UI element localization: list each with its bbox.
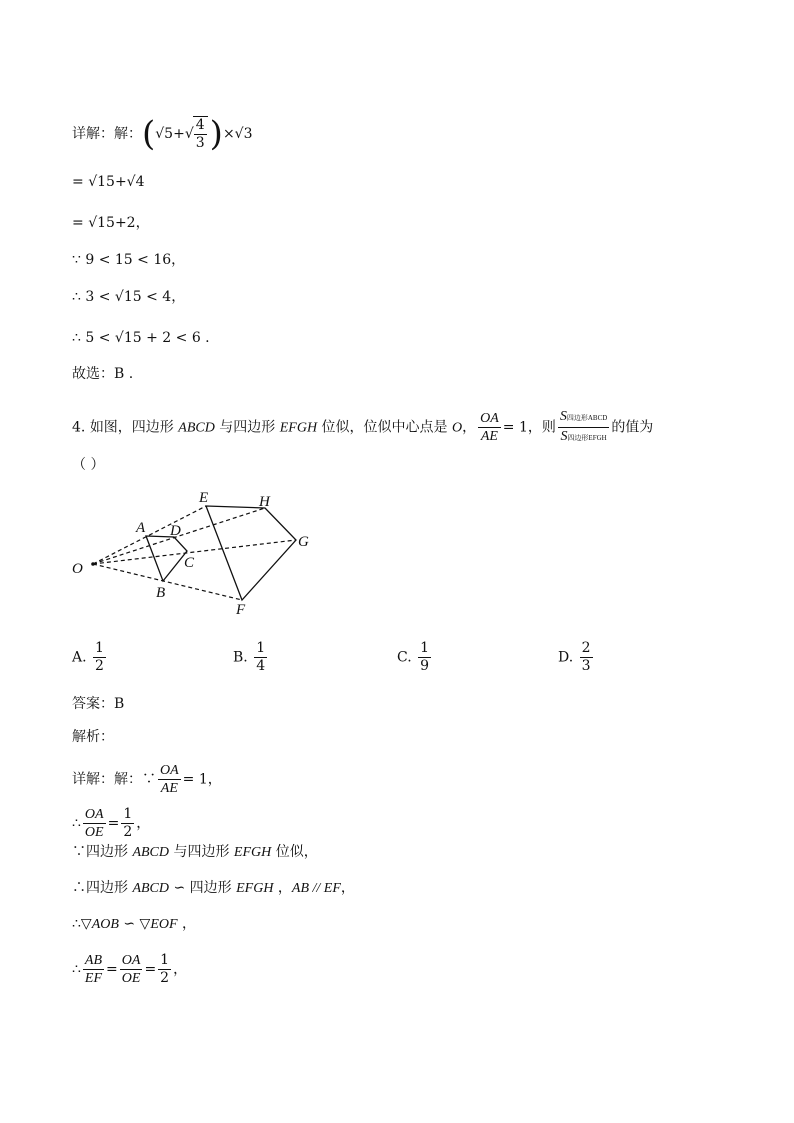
label-o: O: [72, 561, 83, 577]
ray-og: [93, 540, 296, 564]
homothety-figure: [60, 485, 320, 620]
answer-line: 答案：B: [72, 696, 125, 712]
prev-detail-label: 详解：解：: [72, 126, 142, 142]
prev-step-5: ∴ 5 < √15 + 2 < 6 .: [72, 330, 210, 346]
q-area-ratio: S四边形ABCD S四边形EFGH: [559, 409, 608, 444]
label-b: B: [156, 585, 166, 601]
label-d: D: [170, 523, 181, 539]
question-number: 4.: [72, 419, 90, 436]
q-ratio-oa-ae: $\frac{OA}{AE}$: [480, 411, 499, 444]
quad-efgh: [206, 506, 296, 600]
q-center-o: O: [451, 420, 463, 436]
prev-open-paren: (: [142, 114, 156, 154]
ray-of: [93, 564, 242, 600]
solution-line-4: ∴四边形 ABCD ∽ 四边形 EFGH ，AB // EF，: [72, 880, 355, 896]
prev-step1-sqrt4: √4: [126, 174, 145, 190]
question-4-stem: 4. 如图，四边形 ABCD 与四边形 EFGH 位似，位似中心点是 O， $\frac{OA}{AE}$ = 1，则 S四边形ABCD S四边形EFGH 的值为: [72, 408, 653, 447]
prev-sqrt5: √5: [155, 126, 174, 142]
prev-step-4: ∴ 3 < √15 < 4，: [72, 289, 186, 305]
prev-step2-sqrt15: √15: [88, 215, 115, 231]
label-h: H: [259, 494, 270, 510]
prev-step-1: = √15+√4: [72, 174, 145, 190]
solution-line-6: ∴ $\frac{AB}{EF}$ = $\frac{OA}{OE}$ = $\frac{1}{2}$ ，: [72, 952, 188, 986]
option-b[interactable]: B. $\frac{1}{4}$: [233, 640, 266, 674]
option-c[interactable]: C. $\frac{1}{9}$: [397, 640, 430, 674]
prev-choice: 故选：B .: [72, 366, 134, 382]
question-bracket: （ ）: [72, 457, 105, 473]
prev-detail-line: 详解：解：(√5+√ $\frac{4}{3}$ )×√3: [72, 114, 253, 154]
label-f: F: [236, 602, 246, 618]
label-g: G: [298, 534, 309, 550]
prev-step4-sqrt15: √15: [114, 289, 142, 305]
solution-line-5: ∴▽AOB ∽ ▽EOF ，: [72, 916, 196, 932]
prev-step5-sqrt15: √15: [114, 330, 142, 346]
prev-plus: +: [173, 126, 185, 142]
prev-step-3: ∵ 9 < 15 < 16，: [72, 252, 186, 268]
solution-line-1: 详解：解：∵ $\frac{OA}{AE}$ = 1，: [72, 763, 222, 796]
label-a: A: [136, 520, 146, 536]
prev-step-2: = √15+2，: [72, 215, 150, 231]
solution-line-3: ∵四边形 ABCD 与四边形 EFGH 位似，: [72, 844, 318, 860]
prev-step1-sqrt15: √15: [88, 174, 115, 190]
option-a[interactable]: A. $\frac{1}{2}$: [72, 640, 104, 674]
prev-times-sqrt3: ×√3: [222, 126, 253, 142]
solution-line-2: ∴ $\frac{OA}{OE}$ = $\frac{1}{2}$ ，: [72, 806, 151, 840]
label-c: C: [184, 555, 195, 571]
center-point-o: [91, 562, 95, 566]
analysis-label: 解析：: [72, 729, 114, 745]
q-efgh: EFGH: [279, 420, 318, 436]
quad-abcd: [146, 536, 187, 581]
prev-close-paren: ): [209, 114, 223, 154]
option-d[interactable]: D. $\frac{2}{3}$: [558, 640, 591, 674]
label-e: E: [199, 490, 209, 506]
prev-frac-4-3: $\frac{4}{3}$: [193, 116, 208, 152]
q-abcd: ABCD: [178, 420, 215, 436]
